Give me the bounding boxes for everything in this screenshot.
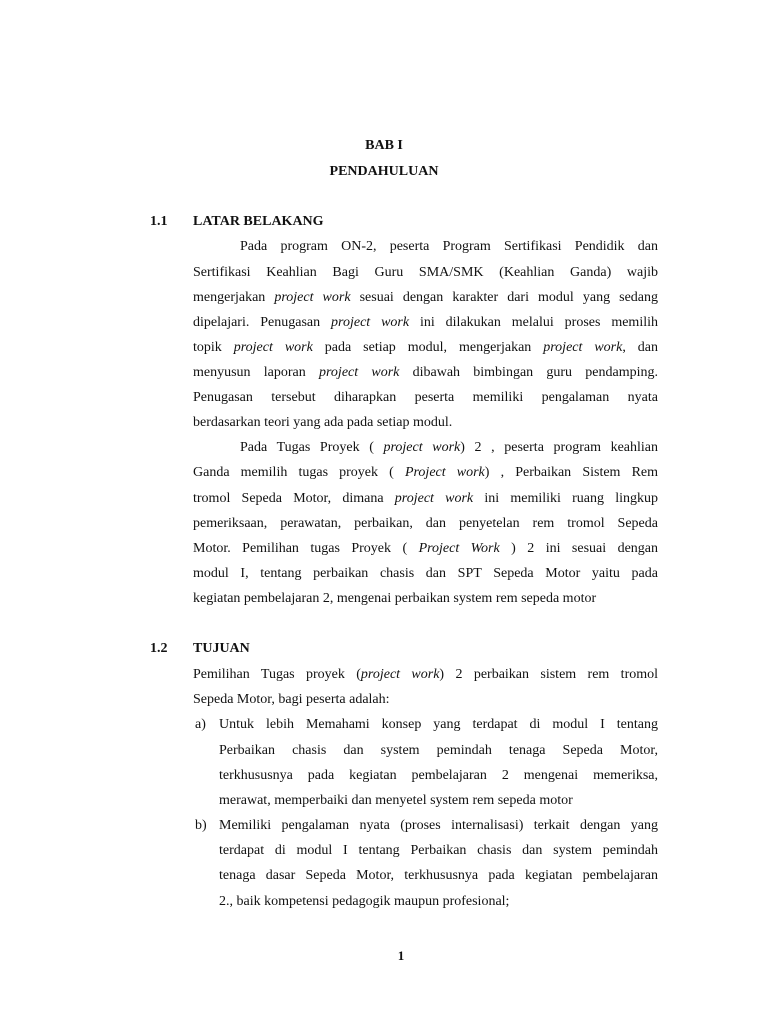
list-marker: a)	[195, 717, 206, 732]
paragraph-line: berdasarkan teori yang ada pada setiap modul.	[193, 415, 453, 430]
paragraph-line: tromol Sepeda Motor, dimana project work ini memiliki ruang lingkup	[193, 491, 658, 506]
section-number: 1.2	[150, 641, 168, 656]
list-item-line: 2., baik kompetensi pedagogik maupun profesional;	[219, 894, 510, 909]
list-item-line: Untuk lebih Memahami konsep yang terdapat di modul I tentang	[219, 717, 658, 732]
paragraph-line: dipelajari. Penugasan project work ini dilakukan melalui proses memilih	[193, 315, 658, 330]
section-title: LATAR BELAKANG	[193, 214, 324, 229]
paragraph-line: Pada Tugas Proyek ( project work) 2 , peserta program keahlian	[240, 440, 658, 455]
chapter-heading: BAB I	[365, 138, 403, 153]
paragraph-line: Penugasan tersebut diharapkan peserta memiliki pengalaman nyata	[193, 390, 658, 405]
paragraph-line: Motor. Pemilihan tugas Proyek ( Project Work ) 2 ini sesuai dengan	[193, 541, 658, 556]
section-number: 1.1	[150, 214, 168, 229]
paragraph-line: topik project work pada setiap modul, mengerjakan project work, dan	[193, 340, 659, 355]
list-item-line: Perbaikan chasis dan system pemindah tenaga Sepeda Motor,	[219, 743, 658, 758]
paragraph-line: Pemilihan Tugas proyek (project work) 2 perbaikan sistem rem tromol	[193, 667, 659, 682]
list-item-line: Memiliki pengalaman nyata (proses internalisasi) terkait dengan yang	[219, 818, 658, 833]
paragraph-line: pemeriksaan, perawatan, perbaikan, dan penyetelan rem tromol Sepeda	[193, 516, 658, 531]
page-number: 1	[397, 948, 405, 963]
paragraph-line: menyusun laporan project work dibawah bimbingan guru pendamping.	[193, 365, 658, 380]
section-title: TUJUAN	[193, 641, 250, 656]
list-item-line: tenaga dasar Sepeda Motor, terkhususnya pada kegiatan pembelajaran	[219, 868, 658, 883]
paragraph-line: Ganda memilih tugas proyek ( Project work) , Perbaikan Sistem Rem	[193, 465, 659, 480]
list-item-line: terdapat di modul I tentang Perbaikan chasis dan system pemindah	[219, 843, 658, 858]
paragraph-line: modul I, tentang perbaikan chasis dan SPT Sepeda Motor yaitu pada	[193, 566, 658, 581]
list-item-line: terkhususnya pada kegiatan pembelajaran 2 mengenai memeriksa,	[219, 768, 658, 783]
paragraph-line: Sertifikasi Keahlian Bagi Guru SMA/SMK (Keahlian Ganda) wajib	[193, 265, 658, 280]
paragraph-line: Sepeda Motor, bagi peserta adalah:	[193, 692, 390, 707]
paragraph-line: mengerjakan project work sesuai dengan karakter dari modul yang sedang	[193, 290, 658, 305]
chapter-title: PENDAHULUAN	[329, 164, 439, 179]
list-item-line: merawat, memperbaiki dan menyetel system rem sepeda motor	[219, 793, 573, 808]
paragraph-line: Pada program ON-2, peserta Program Sertifikasi Pendidik dan	[240, 239, 658, 254]
list-marker: b)	[195, 818, 207, 833]
paragraph-line: kegiatan pembelajaran 2, mengenai perbaikan system rem sepeda motor	[193, 591, 597, 606]
